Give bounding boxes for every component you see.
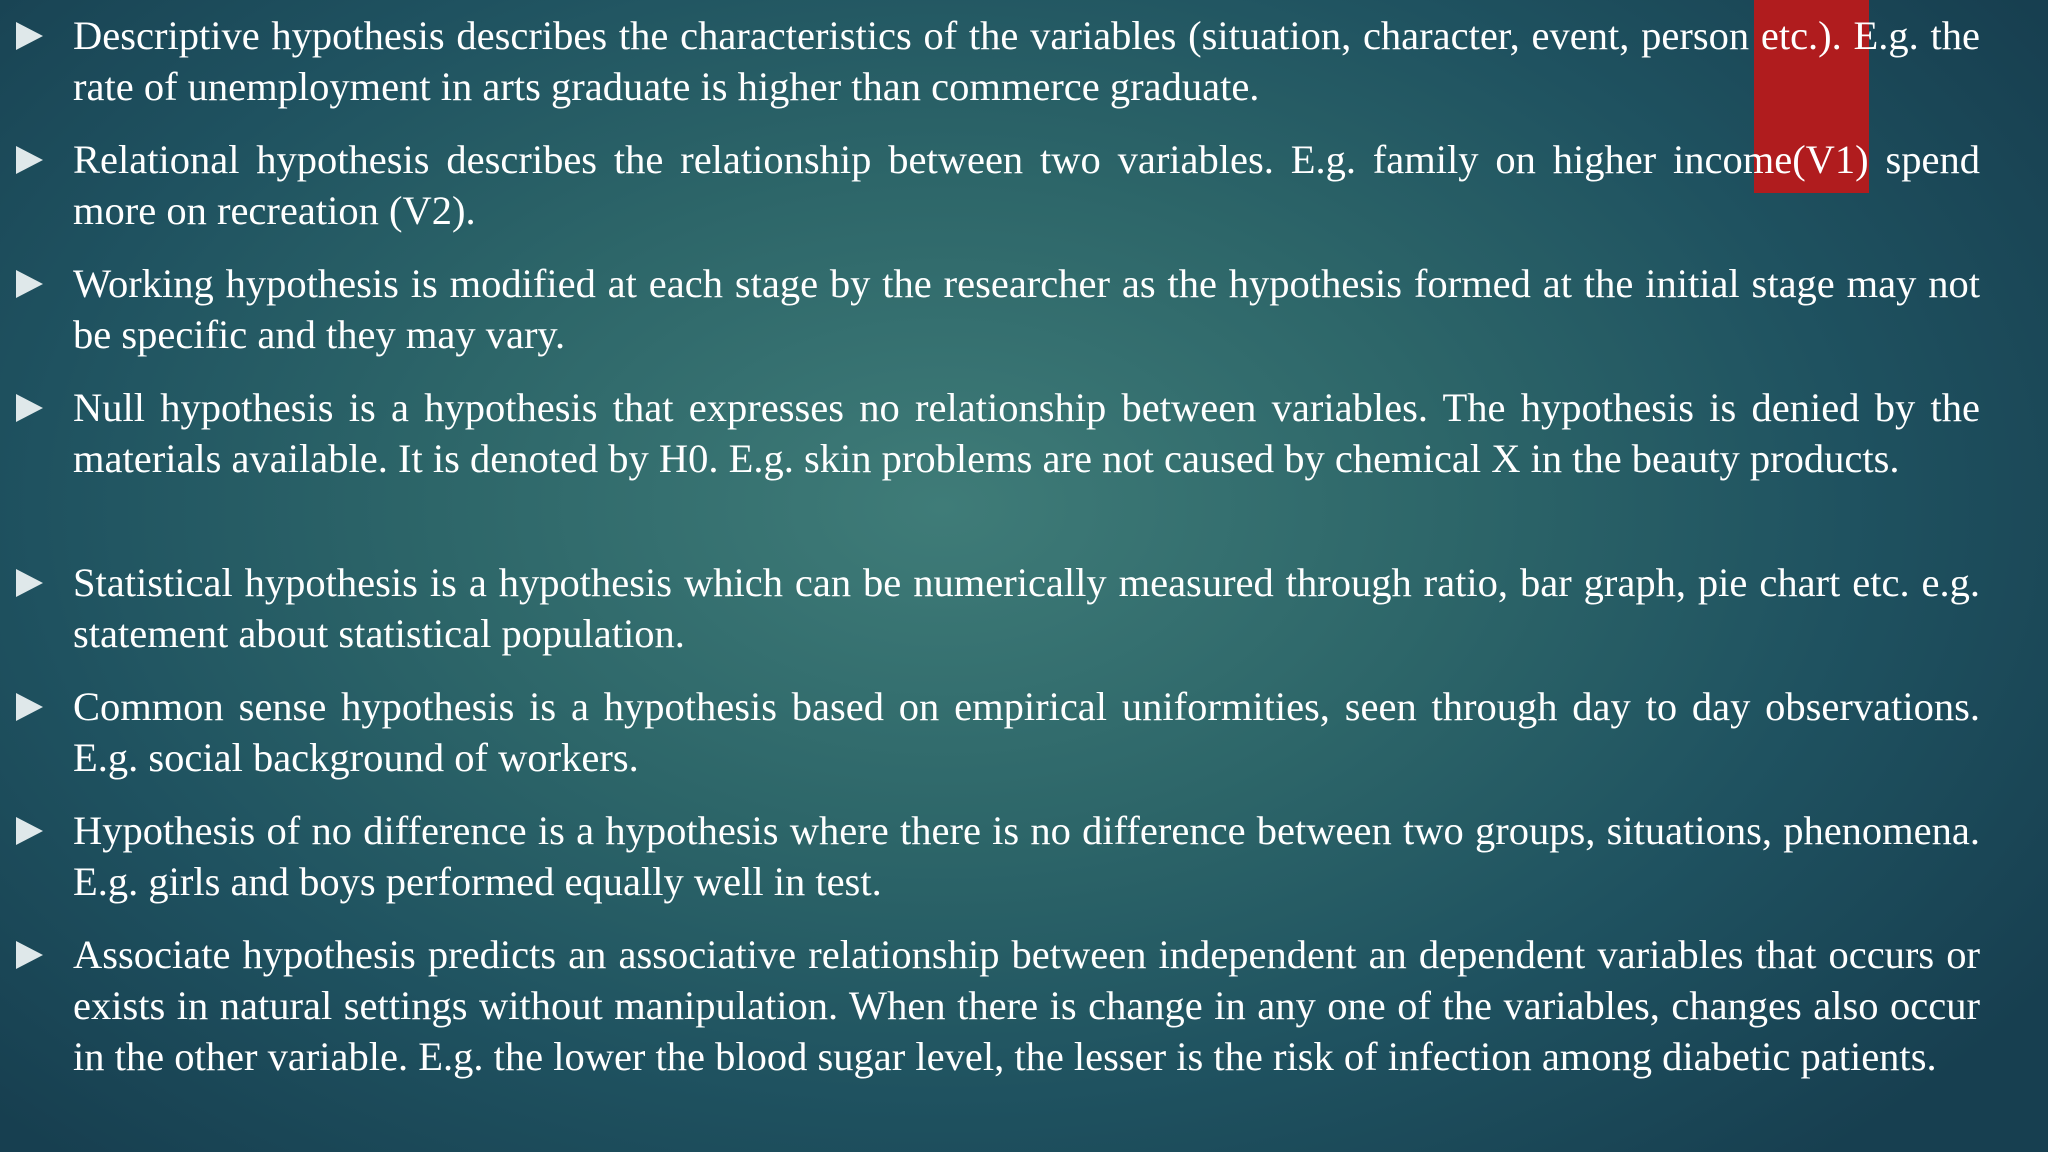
triangle-right-icon: [16, 22, 43, 50]
triangle-right-icon: [16, 270, 43, 298]
bullet-text: Descriptive hypothesis describes the characteristics of the variables (situation, character, event, person etc.). E.g. the rate of unemployment in arts graduate is higher than commerce graduate.: [73, 13, 1980, 109]
bullet-text: Statistical hypothesis is a hypothesis which can be numerically measured through ratio, bar graph, pie chart etc. e.g. statement about statistical population.: [73, 560, 1980, 656]
bullet-text: Common sense hypothesis is a hypothesis based on empirical uniformities, seen through day to day observations. E.g. social background of workers.: [73, 684, 1980, 780]
triangle-right-icon: [16, 941, 43, 969]
triangle-right-icon: [16, 394, 43, 422]
triangle-right-icon: [16, 146, 43, 174]
bullet-text: Hypothesis of no difference is a hypothesis where there is no difference between two groups, situations, phenomena. E.g. girls and boys performed equally well in test.: [73, 808, 1980, 904]
bullet-text: Working hypothesis is modified at each stage by the researcher as the hypothesis formed at the initial stage may not be specific and they may vary.: [73, 261, 1980, 357]
triangle-right-icon: [16, 693, 43, 721]
bullet-text: Associate hypothesis predicts an associative relationship between independent an dependent variables that occurs or exists in natural settings without manipulation. When there is change in any one of the variables, changes also occur in the other variable. E.g. the lower the blood sugar level, the lesser is the risk of infection among diabetic patients.: [73, 932, 1980, 1079]
bullet-text: Null hypothesis is a hypothesis that expresses no relationship between variables. The hypothesis is denied by the materials available. It is denoted by H0. E.g. skin problems are not caused by chemical X in the beauty products.: [73, 385, 1980, 481]
triangle-right-icon: [16, 817, 43, 845]
bullet-text: Relational hypothesis describes the relationship between two variables. E.g. family on higher income(V1) spend more on recreation (V2).: [73, 137, 1980, 233]
triangle-right-icon: [16, 569, 43, 597]
